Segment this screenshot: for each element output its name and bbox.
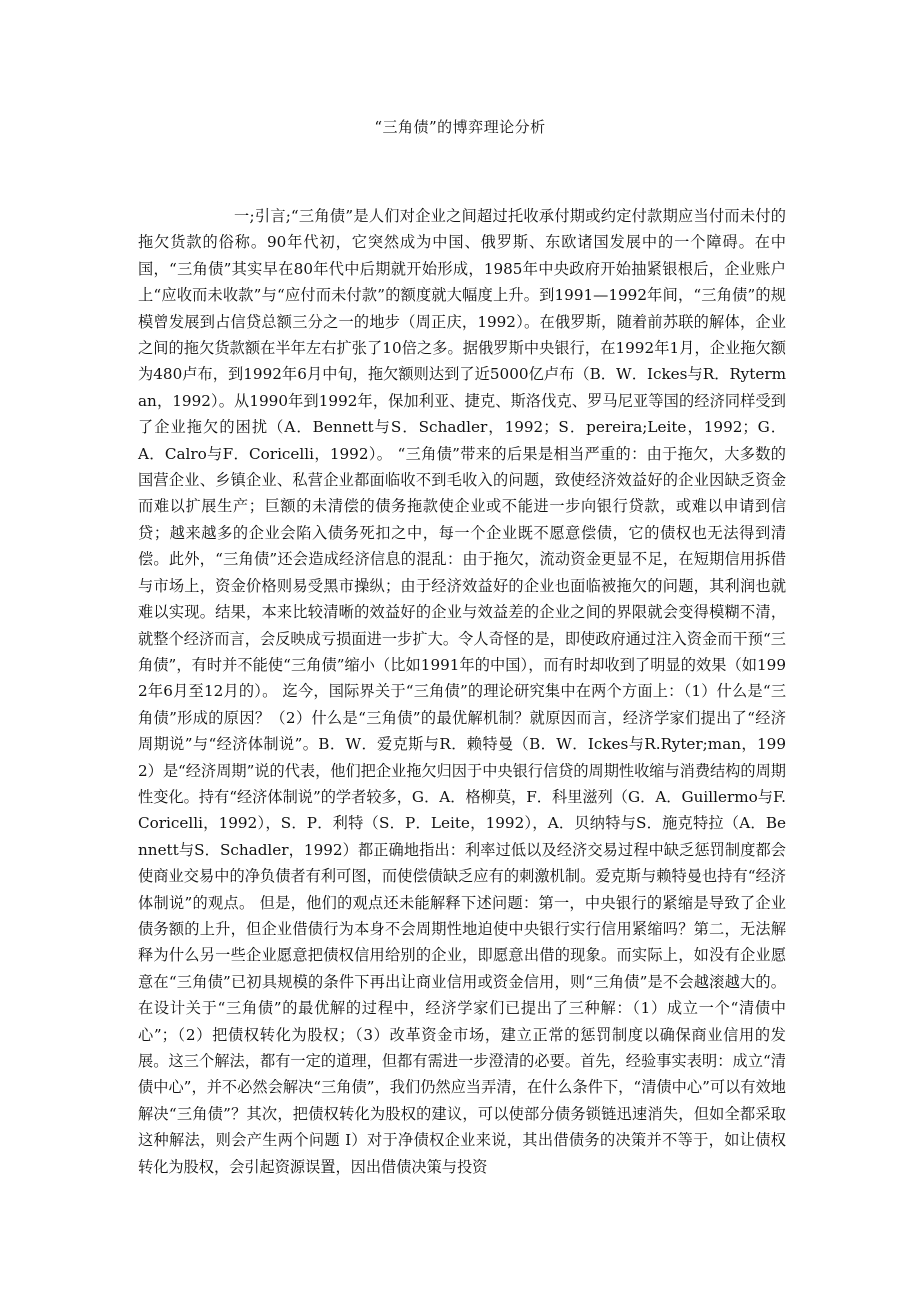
- body-paragraph: 一;引言;“三角债”是人们对企业之间超过托收承付期或约定付款期应当付而未付的拖欠货款的俗称。90年代初，它突然成为中国、俄罗斯、东欧诸国发展中的一个障碍。在中国，“三角债”其实早在80年代中后期就开始形成，1985年中央政府开始抽紧银根后，企业账户上“应收而未收款”与“应付而未付款”的额度就大幅度上升。到1991—1992年间，“三角债”的规模曾发展到占信贷总额三分之一的地步（周正庆，1992）。在俄罗斯，随着前苏联的解体，企业之间的拖欠货款额在半年左右扩张了10倍之多。据俄罗斯中央银行，在1992年1月，企业拖欠额为480卢布，到1992年6月中旬，拖欠额则达到了近5000亿卢布（B．W．Ickes与R．Ryterman，1992）。从1990年到1992年，保加利亚、捷克、斯洛伐克、罗马尼亚等国的经济同样受到了企业拖欠的困扰（A．Bennett与S．Schadler，1992；S．pereira;Leite，1992；G．A．Calro与F．Coricelli，1992）。 “三角债”带来的后果是相当严重的：由于拖欠，大多数的国营企业、乡镇企业、私营企业都面临收不到毛收入的问题，致使经济效益好的企业因缺乏资金而难以扩展生产；巨额的未清偿的债务拖款使企业或不能进一步向银行贷款，或难以申请到信贷；越来越多的企业会陷入债务死扣之中，每一个企业既不愿意偿债，它的债权也无法得到清偿。此外，“三角债”还会造成经济信息的混乱：由于拖欠，流动资金更显不足，在短期信用拆借与市场上，资金价格则易受黑市操纵；由于经济效益好的企业也面临被拖欠的问题，其利润也就难以实现。结果，本来比较清晰的效益好的企业与效益差的企业之间的界限就会变得模糊不清，就整个经济而言，会反映成亏损面进一步扩大。令人奇怪的是，即使政府通过注入资金而干预“三角债”，有时并不能使“三角债”缩小（比如1991年的中国），而有时却收到了明显的效果（如1992年6月至12月的）。 迄今，国际界关于“三角债”的理论研究集中在两个方面上：（1）什么是“三角债”形成的原因？（2）什么是“三角债”的最优解机制？就原因而言，经济学家们提出了“经济周期说”与“经济体制说”。B．W．爱克斯与R．赖特曼（B．W．Ickes与R.Ryter;man，1992）是“经济周期”说的代表，他们把企业拖欠归因于中央银行信贷的周期性收缩与消费结构的周期性变化。持有“经济体制说”的学者较多，G．A．格柳莫，F．科里滋列（G．A．Guillermo与F.Coricelli，1992），S．P．利特（S．P．Leite，1992），A．贝纳特与S．施克特拉（A．Bennett与S．Schadler，1992）都正确地指出：利率过低以及经济交易过程中缺乏惩罚制度都会使商业交易中的净负债者有利可图，而使偿债缺乏应有的刺激机制。爱克斯与赖特曼也持有“经济体制说”的观点。 但是，他们的观点还未能解释下述问题：第一，中央银行的紧缩是导致了企业债务额的上升，但企业借债行为本身不会周期性地迫使中央银行实行信用紧缩吗？第二，无法解释为什么另一些企业愿意把债权信用给别的企业，即愿意出借的现象。而实际上，如没有企业愿意在“三角债”已初具规模的条件下再出让商业信用或资金信用，则“三角债”是不会越滚越大的。 在设计关于“三角债”的最优解的过程中，经济学家们已提出了三种解：（1）成立一个“清债中心”；（2）把债权转化为股权；（3）改革资金市场，建立正常的惩罚制度以确保商业信用的发展。这三个解法，都有一定的道理，但都有需进一步澄清的必要。首先，经验事实表明：成立“清债中心”，并不必然会解决“三角债”，我们仍然应当弄清，在什么条件下，“清债中心”可以有效地解决“三角债”？其次，把债权转化为股权的建议，可以使部分债务锁链迅速消失，但如全都采取这种解法，则会产生两个问题 Ⅰ）对于净债权企业来说，其出借债务的决策并不等于，如让债权转化为股权，会引起资源误置，因出借债决策与投资: [138, 207, 786, 1176]
- document-title: “三角债”的博弈理论分析: [374, 118, 546, 136]
